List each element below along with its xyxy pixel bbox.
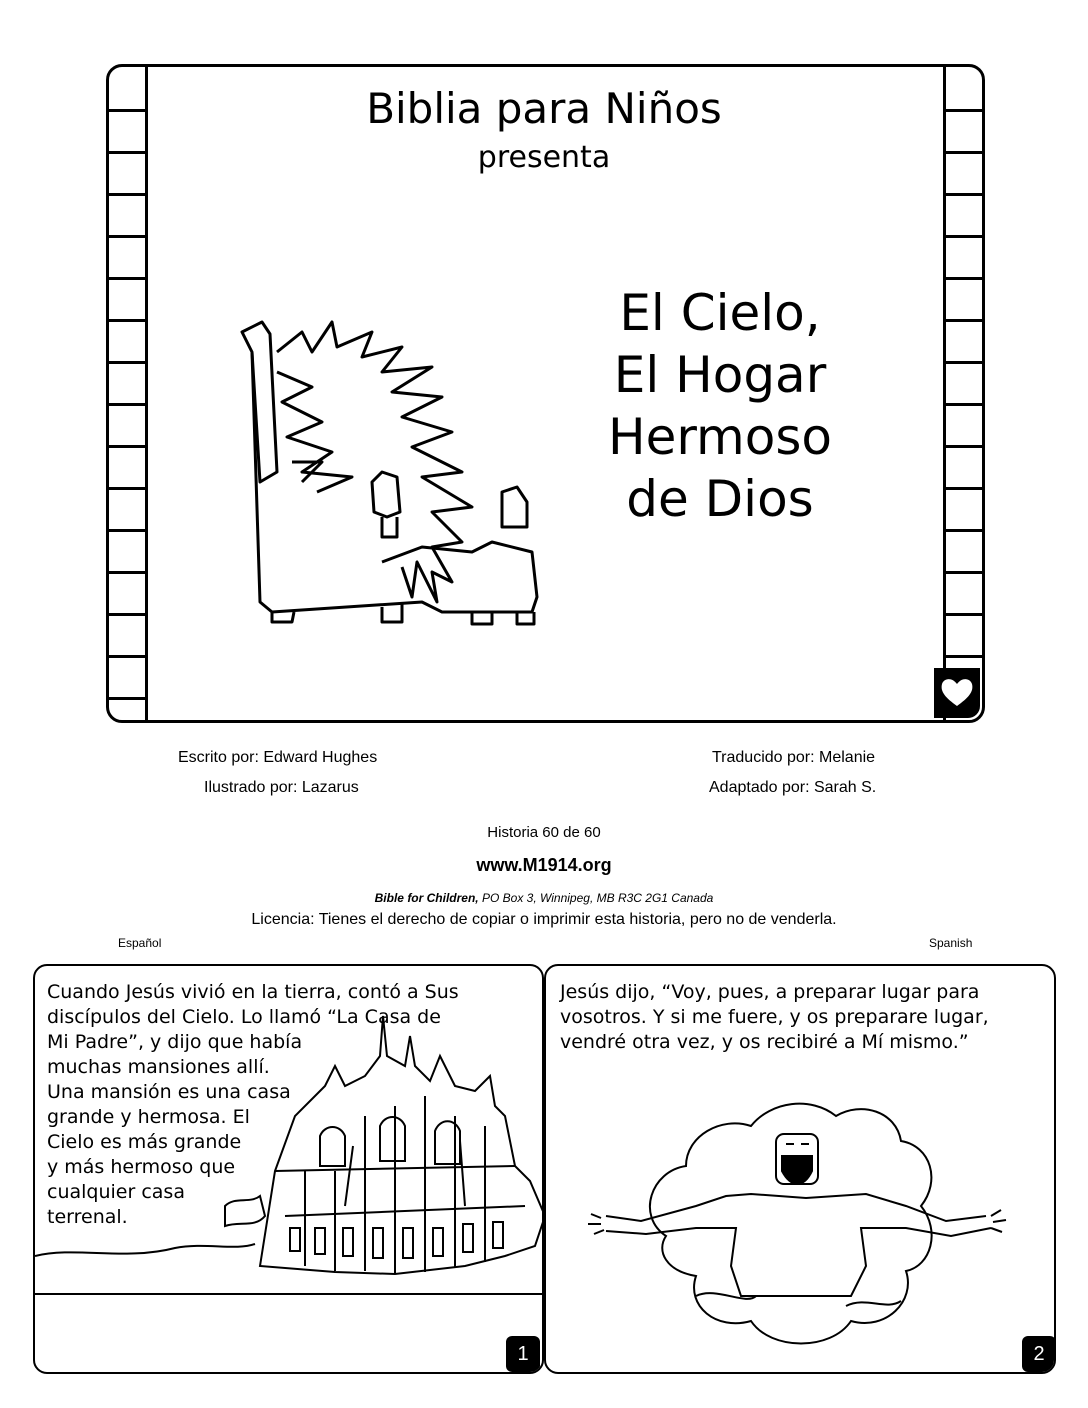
text-line: Mi Padre”, y dijo que había <box>47 1031 303 1053</box>
license-text: Licencia: Tienes el derecho de copiar o imprimir esta historia, pero no de venderla. <box>251 911 837 928</box>
heart-icon <box>934 668 980 718</box>
written-by: Escrito por: Edward Hughes <box>178 749 378 766</box>
text-line: grande y hermosa. El <box>47 1106 250 1128</box>
page-number-1: 1 <box>506 1336 540 1372</box>
title-line: El Hogar <box>613 346 827 404</box>
text-line: Cuando Jesús vivió en la tierra, contó a Sus <box>47 981 459 1003</box>
address-rest: PO Box 3, Winnipeg, MB R3C 2G1 Canada <box>478 891 714 905</box>
language-label-left: Español <box>118 936 162 950</box>
title-line: El Cielo, <box>619 284 821 342</box>
story-count: Historia 60 de 60 <box>487 824 601 841</box>
translated-by: Traducido por: Melanie <box>712 749 876 766</box>
text-line: Una mansión es una casa <box>47 1081 291 1103</box>
text-line: Jesús dijo, “Voy, pues, a preparar lugar para <box>560 981 980 1003</box>
book-title <box>560 282 880 530</box>
throne-illustration <box>232 312 562 632</box>
text-line: vosotros. Y si me fuere, y os preparare lugar, <box>560 1006 989 1028</box>
page-number-2: 2 <box>1022 1336 1056 1372</box>
series-title: Biblia para Niños <box>366 84 722 133</box>
text-line: discípulos del Cielo. Lo llamó “La Casa de <box>47 1006 441 1028</box>
illustrated-by: Ilustrado por: Lazarus <box>204 779 359 796</box>
title-line: de Dios <box>626 470 814 528</box>
heart-badge <box>934 668 980 718</box>
text-line: Cielo es más grande <box>47 1131 242 1153</box>
text-line: terrenal. <box>47 1206 128 1228</box>
adapted-by: Adaptado por: Sarah S. <box>709 779 877 796</box>
language-label-right: Spanish <box>929 936 973 950</box>
text-line: vendré otra vez, y os recibiré a Mí mismo.” <box>560 1031 969 1053</box>
website-link[interactable]: www.M1914.org <box>476 855 612 875</box>
story-panel-2 <box>544 964 1056 1374</box>
text-line: muchas mansiones allí. <box>47 1056 270 1078</box>
text-line: cualquier casa <box>47 1181 185 1203</box>
presents-label: presenta <box>477 140 611 175</box>
jesus-cloud-illustration <box>546 966 1056 1374</box>
title-line: Hermoso <box>608 408 832 466</box>
mailing-address <box>0 891 1088 905</box>
text-line: y más hermoso que <box>47 1156 236 1178</box>
address-org: Bible for Children, <box>374 891 479 905</box>
story-panel-1 <box>33 964 544 1374</box>
mansion-illustration <box>35 966 544 1374</box>
